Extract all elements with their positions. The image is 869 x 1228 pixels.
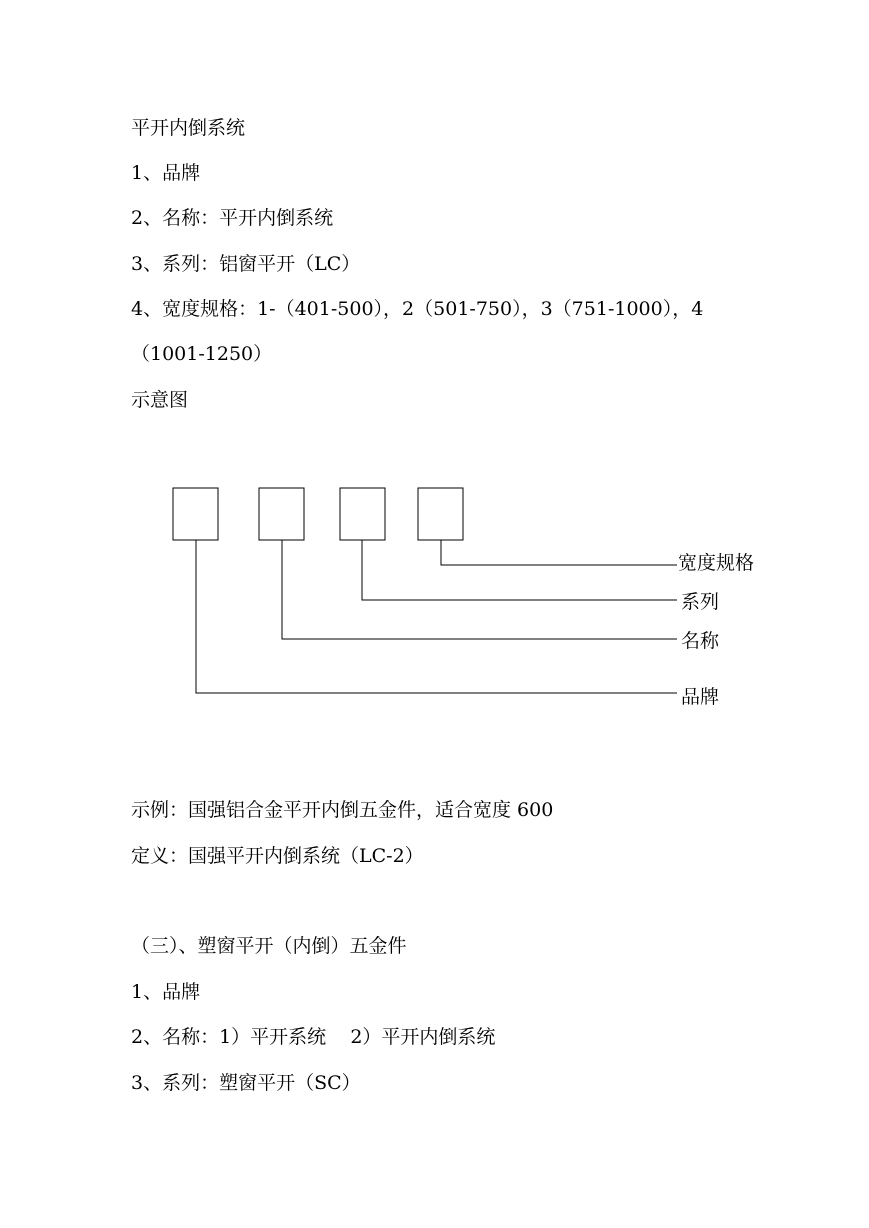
connector-name: [282, 540, 677, 639]
section1-item-brand: 1、品牌: [131, 162, 201, 184]
code-diagram: [0, 470, 869, 730]
section1-item-name: 2、名称：平开内倒系统: [131, 207, 334, 229]
label-width-spec: 宽度规格: [678, 552, 755, 574]
connector-series: [362, 540, 677, 600]
section1-item-width: 4、宽度规格：1-（401-500），2（501-750），3（751-1000），4: [131, 298, 704, 320]
label-name: 名称: [681, 630, 720, 652]
connector-brand: [196, 540, 677, 693]
section1-item-series: 3、系列：铝窗平开（LC）: [131, 253, 361, 275]
label-series: 系列: [681, 591, 720, 613]
connector-width: [441, 540, 677, 565]
diagram-heading: 示意图: [131, 389, 189, 411]
section3-title: （三）、塑窗平开（内倒）五金件: [131, 935, 407, 957]
section3-item-series: 3、系列：塑窗平开（SC）: [131, 1072, 361, 1094]
box-series: [340, 488, 385, 540]
box-name: [259, 488, 304, 540]
section3-item-name: 2、名称：1）平开系统 2）平开内倒系统: [131, 1026, 496, 1048]
definition-text: 定义：国强平开内倒系统（LC-2）: [131, 845, 424, 867]
section1-title: 平开内倒系统: [131, 117, 246, 139]
box-width: [418, 488, 463, 540]
section1-item-width-cont: （1001-1250）: [131, 343, 273, 365]
example-text: 示例：国强铝合金平开内倒五金件，适合宽度 600: [131, 799, 554, 821]
box-brand: [173, 488, 218, 540]
section3-item-brand: 1、品牌: [131, 981, 201, 1003]
label-brand: 品牌: [681, 686, 720, 708]
